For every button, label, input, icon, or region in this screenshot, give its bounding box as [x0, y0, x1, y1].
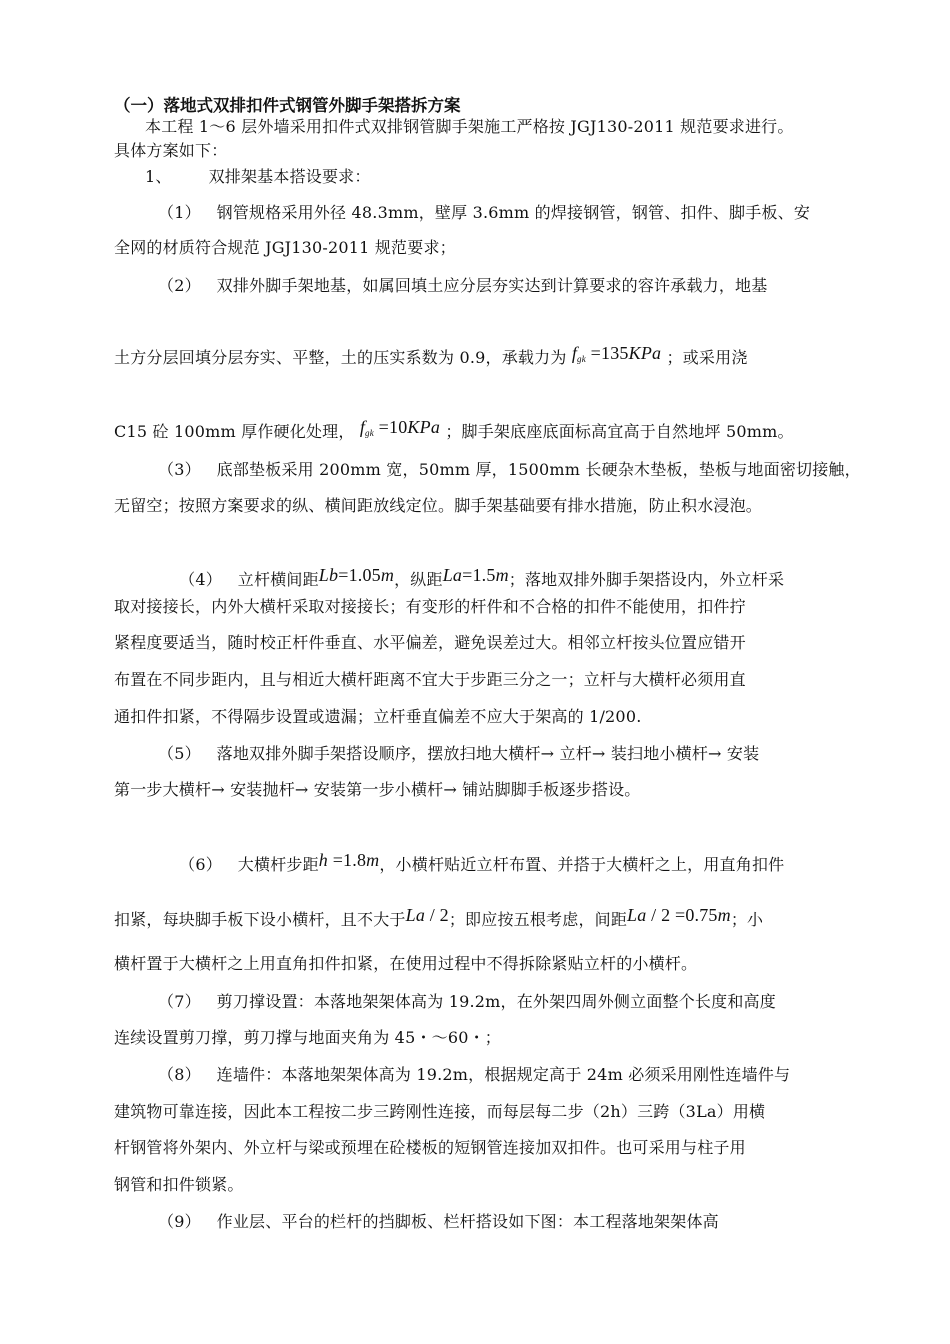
formula-value: =1.8	[332, 850, 367, 870]
formula-unit: KPa	[407, 417, 441, 437]
formula-value: / 2	[429, 905, 449, 925]
line-text: ，纵距	[394, 570, 443, 589]
formula-unit: m	[380, 565, 395, 585]
paragraph-line: 本工程 1～6 层外墙采用扣件式双排钢管脚手架施工严格按 JGJ130-2011 规范要求进行。	[145, 117, 794, 136]
list-heading: 1、 双排架基本搭设要求：	[145, 167, 371, 186]
formula-value: =135	[590, 343, 629, 363]
paragraph-line	[158, 830, 784, 895]
formula-symbol: h	[318, 850, 328, 870]
paragraph-line	[114, 343, 748, 369]
formula-unit: m	[717, 905, 731, 925]
line-text: ，小横杆贴近立杆布置、并搭于大横杆之上，用直角扣件	[379, 855, 785, 874]
paragraph-line: 横杆置于大横杆之上用直角扣件扣紧，在使用过程中不得拆除紧贴立杆的小横杆。	[114, 954, 698, 973]
formula-value: =1.5	[462, 565, 496, 585]
formula-la-half-value	[627, 905, 731, 925]
formula-value: =1.05	[338, 565, 381, 585]
paragraph-line: 通扣件扣紧，不得隔步设置或遗漏；立杆垂直偏差不应大于架高的 1/200.	[114, 707, 642, 726]
formula-h	[319, 850, 380, 870]
section-title: （一）落地式双排扣件式钢管外脚手架搭拆方案	[114, 96, 461, 115]
paragraph-line: （9） 作业层、平台的栏杆的挡脚板、栏杆搭设如下图：本工程落地架架体高	[158, 1212, 719, 1231]
line-text: ；即应按五根考虑，间距	[448, 910, 628, 929]
formula-symbol: f	[571, 343, 578, 363]
formula-unit: KPa	[628, 343, 662, 363]
line-text: ；脚手架底座底面标高宜高于自然地坪 50mm。	[445, 422, 794, 441]
line-text: （6） 大横杆步距	[179, 855, 319, 874]
formula-value: =10	[378, 417, 408, 437]
paragraph-line: 紧程度要适当，随时校正杆件垂直、水平偏差，避免误差过大。相邻立杆按头位置应错开	[114, 633, 746, 652]
formula-fgk-135	[572, 343, 661, 363]
formula-value: / 2 =0.75	[651, 905, 718, 925]
formula-unit: m	[366, 850, 380, 870]
formula-subscript: gk	[365, 428, 374, 438]
line-text: 扣紧，每块脚手板下设小横杆，且不大于	[114, 910, 406, 929]
paragraph-line: 钢管和扣件锁紧。	[114, 1175, 244, 1194]
paragraph-line: 连续设置剪刀撑，剪刀撑与地面夹角为 45・～60・；	[114, 1028, 502, 1047]
paragraph-line: 具体方案如下：	[114, 141, 228, 160]
formula-lb	[319, 565, 394, 585]
paragraph-line: 建筑物可靠连接，因此本工程按二步三跨刚性连接，而每层每二步（2h）三跨（3La）用横	[114, 1102, 766, 1121]
formula-symbol: La	[442, 565, 463, 585]
paragraph-line	[114, 417, 794, 443]
line-text: ；小	[730, 910, 764, 929]
formula-la-half	[406, 905, 449, 925]
paragraph-line: （3） 底部垫板采用 200mm 宽，50mm 厚，1500mm 长硬杂木垫板，垫板与地面密切接触，	[158, 460, 861, 479]
paragraph-line: 无留空；按照方案要求的纵、横间距放线定位。脚手架基础要有排水措施，防止积水浸泡。	[114, 496, 763, 515]
paragraph-line: （7） 剪刀撑设置：本落地架架体高为 19.2m，在外架四周外侧立面整个长度和高度	[158, 992, 776, 1011]
formula-symbol: La	[405, 905, 426, 925]
line-text: 土方分层回填分层夯实、平整，土的压实系数为 0.9，承载力为	[114, 348, 567, 367]
paragraph-line: 取对接接长，内外大横杆采取对接接长；有变形的杆件和不合格的扣件不能使用，扣件拧	[114, 597, 746, 616]
formula-subscript: gk	[577, 354, 586, 364]
line-text: ；或采用浇	[666, 348, 748, 367]
paragraph-line: 杆钢管将外架内、外立杆与梁或预埋在砼楼板的短钢管连接加双扣件。也可采用与柱子用	[114, 1138, 746, 1157]
paragraph-line: 布置在不同步距内，且与相近大横杆距离不宜大于步距三分之一；立杆与大横杆必须用直	[114, 670, 746, 689]
formula-symbol: f	[359, 417, 366, 437]
formula-la	[443, 565, 509, 585]
line-text: C15 砼 100mm 厚作硬化处理，	[114, 422, 355, 441]
formula-unit: m	[495, 565, 509, 585]
paragraph-line: （8） 连墙件：本落地架架体高为 19.2m，根据规定高于 24m 必须采用刚性连墙件与	[158, 1065, 791, 1084]
line-text: （4） 立杆横间距	[179, 570, 319, 589]
formula-symbol: Lb	[318, 565, 339, 585]
line-text: ；落地双排外脚手架搭设内，外立杆采	[508, 570, 785, 589]
formula-fgk-10	[360, 417, 440, 437]
paragraph-line: 第一步大横杆→ 安装抛杆→ 安装第一步小横杆→ 铺站脚脚手板逐步搭设。	[114, 780, 641, 799]
paragraph-line: 全网的材质符合规范 JGJ130-2011 规范要求；	[114, 238, 456, 257]
paragraph-line: （2） 双排外脚手架地基，如属回填土应分层夯实达到计算要求的容许承载力，地基	[158, 276, 768, 295]
formula-symbol: La	[627, 905, 647, 925]
paragraph-line: （5） 落地双排外脚手架搭设顺序，摆放扫地大横杆→ 立杆→ 装扫地小横杆→ 安装	[158, 744, 760, 763]
paragraph-line: （1） 钢管规格采用外径 48.3mm，壁厚 3.6mm 的焊接钢管，钢管、扣件、脚手板、安	[158, 203, 811, 222]
paragraph-line	[114, 905, 763, 930]
